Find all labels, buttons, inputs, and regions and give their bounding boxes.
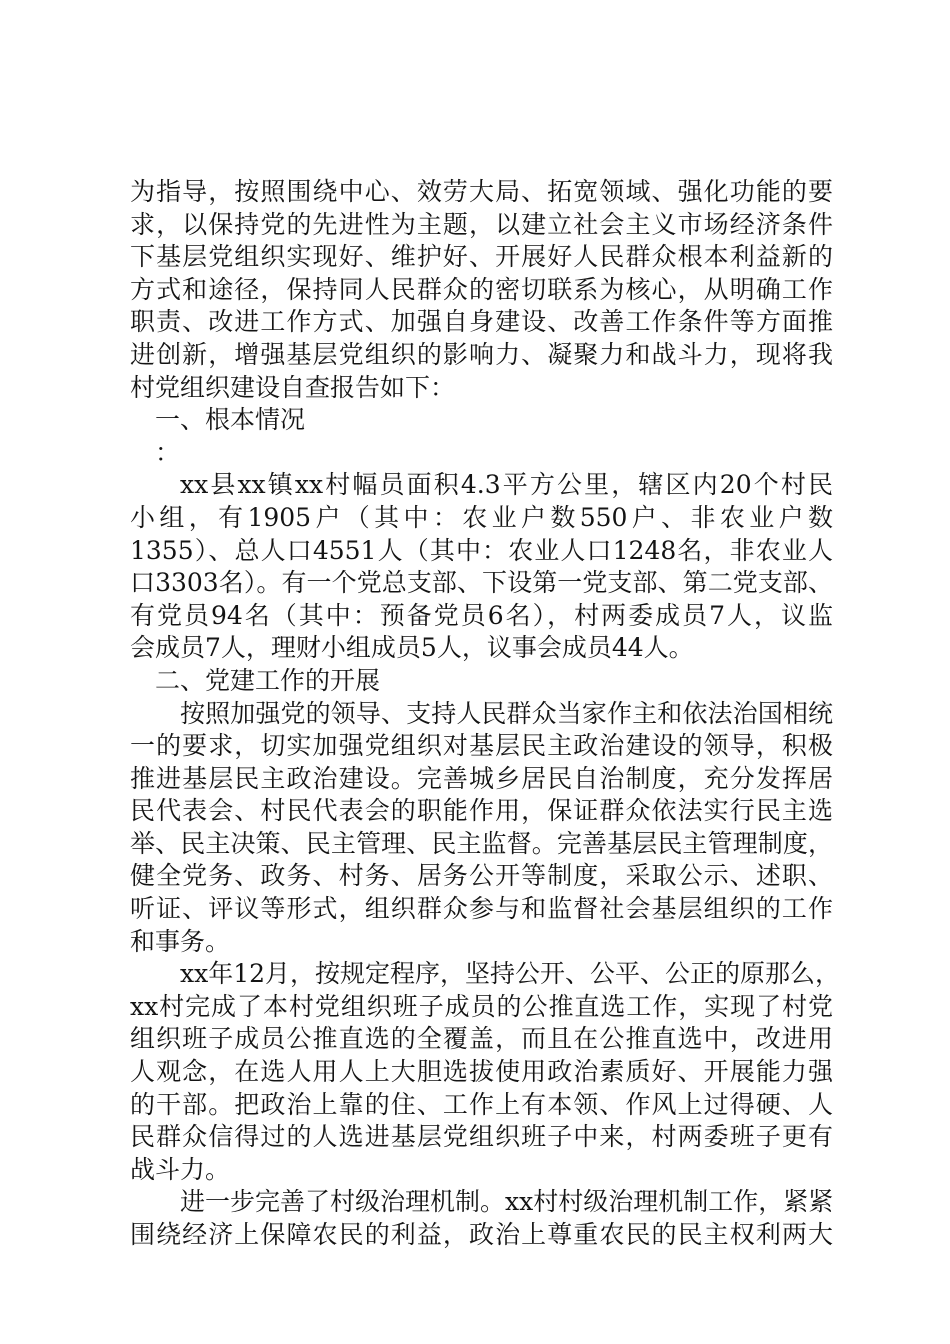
- text-line: 进创新，增强基层党组织的影响力、凝聚力和战斗力，现将我: [130, 339, 833, 369]
- paragraph-basic-info: [130, 469, 833, 665]
- text-line: 推进基层民主政治建设。完善城乡居民自治制度，充分发挥居: [130, 763, 833, 793]
- text-line: 战斗力。: [130, 1154, 231, 1184]
- section-heading: 二、党建工作的开展: [155, 665, 381, 695]
- paragraph-governance: [130, 1186, 833, 1251]
- text-line: 围绕经济上保障农民的利益，政治上尊重农民的民主权利两大: [130, 1220, 833, 1249]
- text-line: 民群众信得过的人选进基层党组织班子中来，村两委班子更有: [130, 1122, 833, 1152]
- text-line: 1355）、总人口4551人（其中：农业人口1248名，非农业人: [130, 535, 833, 565]
- text-line: 职责、改进工作方式、加强自身建设、改善工作条件等方面推: [130, 307, 833, 337]
- text-line: xx县xx镇xx村幅员面积4.3平方公里，辖区内20个村民: [180, 470, 833, 500]
- text-line: 有党员94名（其中：预备党员6名），村两委成员7人，议监: [130, 600, 833, 630]
- paragraph-election: [130, 958, 841, 1186]
- text-line: 村党组织建设自查报告如下：: [130, 372, 456, 402]
- text-line: 人观念，在选人用人上大胆选拔使用政治素质好、开展能力强: [130, 1057, 833, 1087]
- text-line: 一的要求，切实加强党组织对基层民主政治建设的领导，积极: [130, 731, 833, 761]
- text-line: 小组，有1905户（其中：农业户数550户、非农业户数: [130, 502, 833, 532]
- paragraph-colon: [130, 437, 833, 470]
- text-line: 口3303名）。有一个党总支部、下设第一党支部、第二党支部、: [130, 568, 833, 598]
- text-line: 举、民主决策、民主管理、民主监督。完善基层民主管理制度，: [130, 828, 833, 858]
- text-line: 听证、评议等形式，组织群众参与和监督社会基层组织的工作: [130, 894, 833, 924]
- text-line: 求，以保持党的先进性为主题，以建立社会主义市场经济条件: [130, 209, 833, 239]
- text-line: 进一步完善了村级治理机制。xx村村级治理机制工作，紧紧: [180, 1187, 834, 1217]
- section-heading-party: [130, 665, 833, 698]
- text-line: 的干部。把政治上靠的住、工作上有本领、作风上过得硬、人: [130, 1089, 833, 1119]
- paragraph-party-building: [130, 698, 833, 959]
- text-line: 为指导，按照围绕中心、效劳大局、拓宽领域、强化功能的要: [130, 177, 833, 206]
- text-line: 组织班子成员公推直选的全覆盖，而且在公推直选中，改进用: [130, 1024, 833, 1054]
- text-line: 方式和途径，保持同人民群众的密切联系为核心，从明确工作: [130, 274, 833, 304]
- text-line: 下基层党组织实现好、维护好、开展好人民群众根本利益新的: [130, 242, 833, 272]
- text-line: 会成员7人，理财小组成员5人，议事会成员44人。: [130, 633, 694, 663]
- section-heading: 一、根本情况: [155, 405, 306, 435]
- paragraph-intro: [130, 176, 833, 404]
- text-line: ：: [155, 437, 181, 467]
- text-line: 按照加强党的领导、支持人民群众当家作主和依法治国相统: [180, 698, 833, 728]
- text-line: 民代表会、村民代表会的职能作用，保证群众依法实行民主选: [130, 796, 833, 826]
- section-heading-basic: [130, 404, 833, 437]
- text-line: 和事务。: [130, 926, 231, 956]
- text-line: xx村完成了本村党组织班子成员的公推直选工作，实现了村党: [130, 991, 833, 1021]
- text-line: 健全党务、政务、村务、居务公开等制度，采取公示、述职、: [130, 861, 833, 891]
- document-body: [130, 176, 841, 1252]
- text-line: xx年12月，按规定程序，坚持公开、公平、公正的原那么，: [180, 959, 841, 989]
